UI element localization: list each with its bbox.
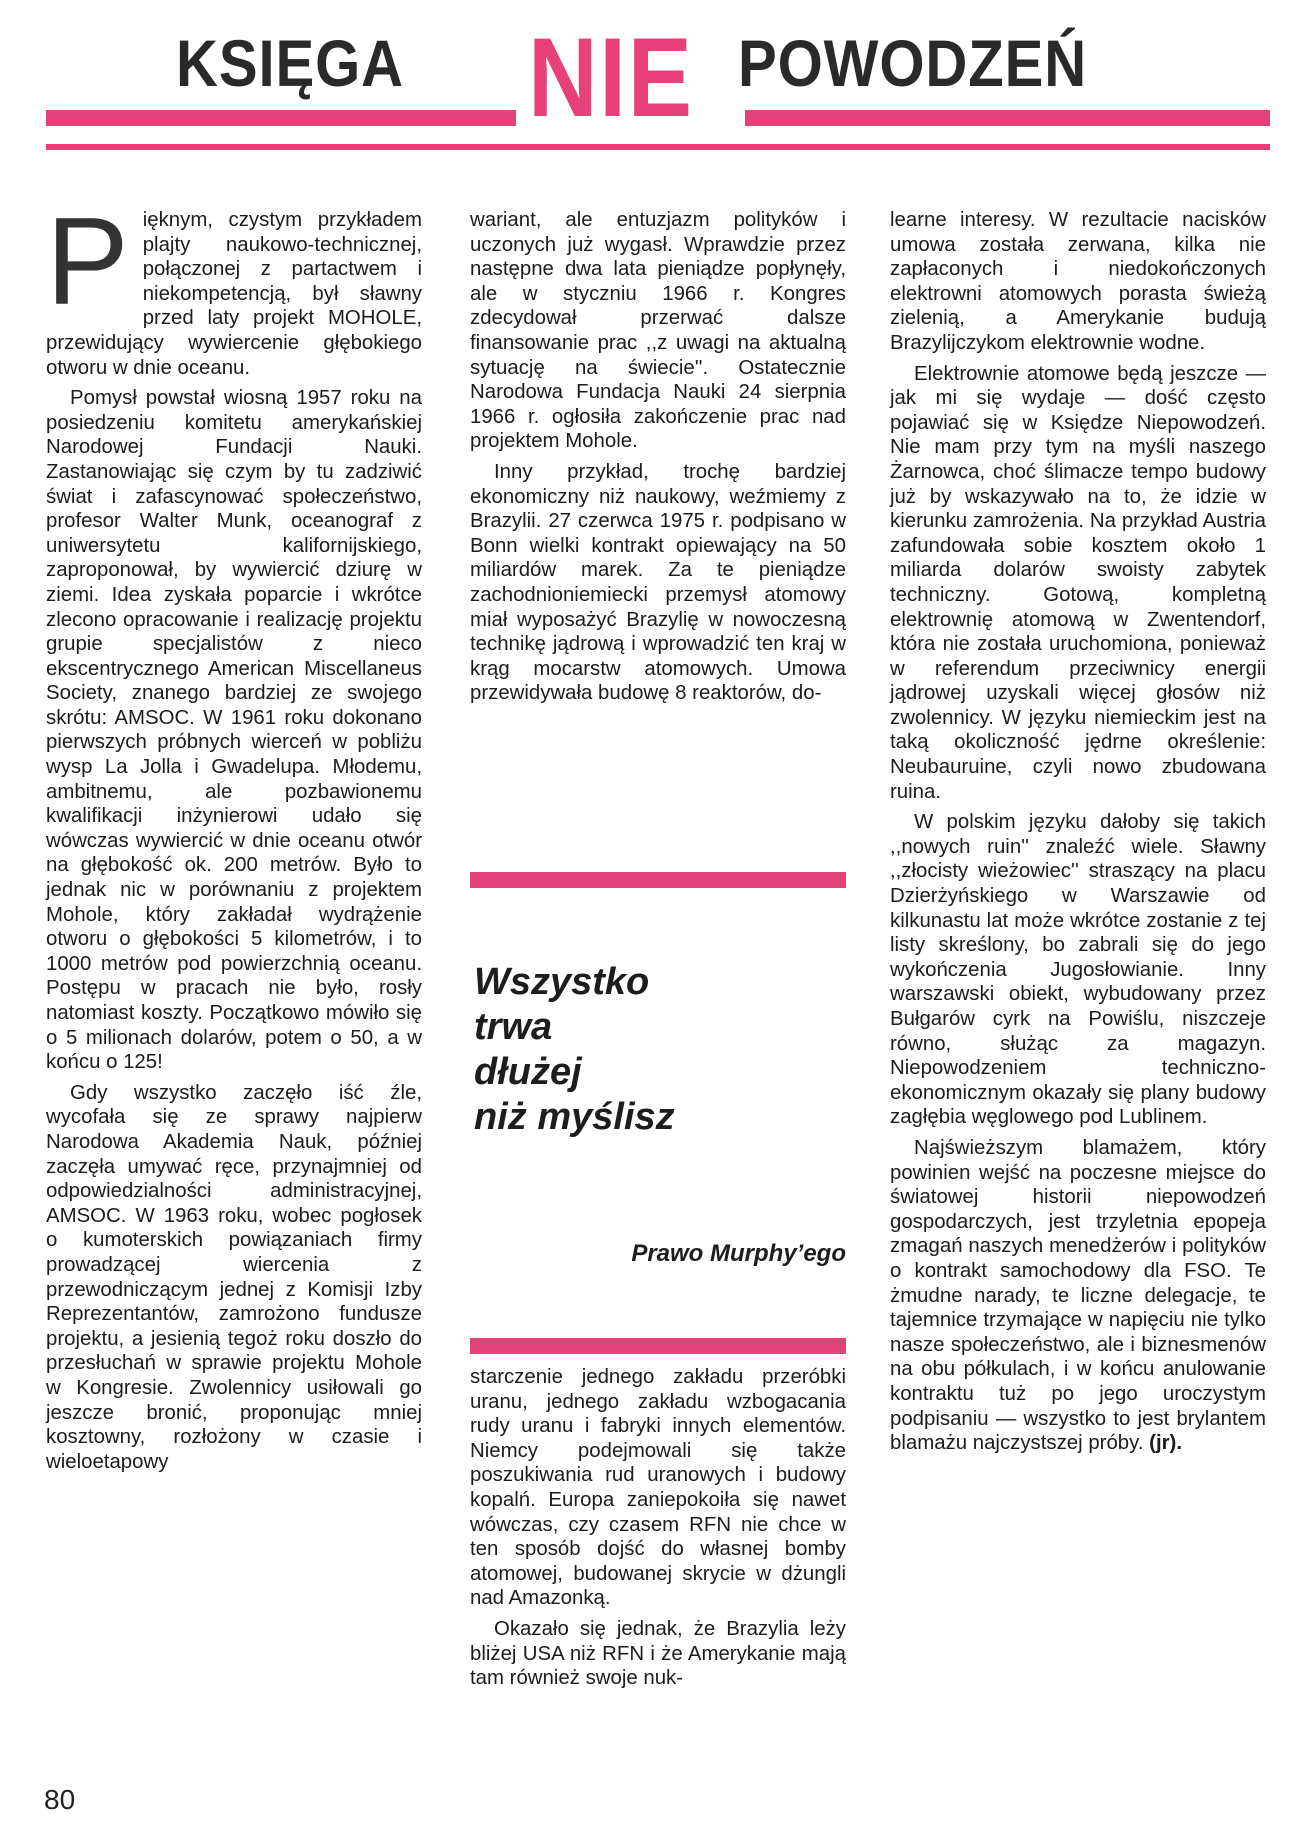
masthead-rule-right xyxy=(745,110,1270,126)
paragraph-text: Najświeższym blamażem, który powinien wejść na poczesne miejsce do światowej historii niepowodzeń gospodarczych, jest trzyletnia epopeja zmagań naszych menedżerów i polityków o kontrakt samochodowy dla FSO. Te żmudne narady, te liczne delegacje, te tajemnice trzymające w napięciu nie tylko nasze społeczeństwo, ale i biznesmenów na obu półkulach, i w końcu anulowanie kontraktu tuż po jego uroczystym podpisaniu — wszystko to jest brylantem blamażu najczystszej próby. xyxy=(890,1136,1266,1455)
article-paragraph xyxy=(46,193,422,380)
author-signature: (jr). xyxy=(1149,1432,1183,1455)
drop-cap: P xyxy=(46,193,129,331)
masthead-left-word: KSIĘGA xyxy=(176,26,404,100)
article-paragraph: wariant, ale entuzjazm polityków i uczonych już wygasł. Wprawdzie przez następne dwa lata pieniądze popłynęły, ale w styczniu 1966 r. Kongres zdecydował przerwać dalsze finansowanie prac ,,z uwagi na aktualną sytuację na świecie''. Ostatecznie Narodowa Fundacja Nauki 24 sierpnia 1966 r. ogłosiła zakończenie prac nad projektem Mohole. xyxy=(470,209,846,453)
article-column-2-continued xyxy=(470,1365,846,1697)
masthead-rule-left xyxy=(46,110,516,126)
article-paragraph: Inny przykład, trochę bardziej ekonomiczny niż naukowy, weźmiemy z Brazylii. 27 czerwca 1975 r. podpisano w Bonn wielki kontrakt opiewający na 50 miliardów marek. Za te pieniądze zachodnioniemiecki przemysł atomowy miał wyposażyć Brazylię w nowoczesną technikę jądrową i wprowadzić ten kraj w krąg mocarstw atomowych. Umowa przewidywała budowę 8 reaktorów, do- xyxy=(470,460,846,705)
masthead-center-word: NIE xyxy=(528,15,694,140)
paragraph-text: ięknym, czystym przykładem plajty naukowo-technicznej, połączonej z partactwem i niekompetencją, był sławny przed laty projekt MOHOLE, przewidujący wywiercenie głębokiego otworu w dnie oceanu. xyxy=(46,209,422,379)
pull-quote-line: niż myślisz xyxy=(474,1096,675,1138)
pull-quote-rule-bottom xyxy=(470,1338,846,1354)
pull-quote-text xyxy=(474,960,844,1140)
article-paragraph: Okazało się jednak, że Brazylia leży bliżej USA niż RFN i że Amerykanie mają tam również swoje nuk- xyxy=(470,1617,846,1690)
pull-quote-line: Wszystko xyxy=(474,961,650,1003)
article-paragraph xyxy=(890,1136,1266,1456)
article-paragraph: Gdy wszystko zaczęło iść źle, wycofała się ze sprawy najpierw Narodowa Akademia Nauk, później zaczęła umywać ręce, przynajmniej od odpowiedzialności administracyjnej, AMSOC. W 1963 roku, wobec pogłosek o kumoterskich powiązaniach firmy prowadzącej wiercenia z przewodniczącym jednej z Komisji Izby Reprezentantów, zamrożono fundusze projektu, a jesienią tegoż roku doszło do przesłuchań w sprawie projektu Mohole w Kongresie. Zwolennicy usiłowali go jeszcze bronić, proponując mniej kosztowny, rozłożony w czasie i wieloetapowy xyxy=(46,1081,422,1473)
pull-quote xyxy=(470,868,846,1348)
article-paragraph: Elektrownie atomowe będą jeszcze — jak mi się wydaje — dość często pojawiać się w Księdze Niepowodzeń. Nie mam przy tym na myśli naszego Żarnowca, choć ślimacze tempo budowy już by wskazywało na to, że idzie w kierunku zamrożenia. Na przykład Austria zafundowała sobie kosztem około 1 miliarda dolarów swoisty zabytek techniczny. Gotową, kompletną elektrownię atomową w Zwentendorf, która nie została uruchomiona, ponieważ w referendum przeciwnicy energii jądrowej uzyskali więcej głosów niż zwolennicy. W języku niemieckim jest na taką okoliczność jędrne określenie: Neubauruine, czyli nowo zbudowana ruina. xyxy=(890,362,1266,803)
masthead-right-word: POWODZEŃ xyxy=(738,26,1088,100)
masthead-rule-thin xyxy=(46,144,1270,150)
article-column-1 xyxy=(46,193,422,1480)
article-column-3 xyxy=(890,208,1266,1462)
article-paragraph: W polskim języku dałoby się takich ,,nowych ruin'' znaleźć wiele. Sławny ,,złocisty wieżowiec'' straszący na placu Dzierżyńskiego w Warszawie od kilkunastu lat może wkrótce zostanie z tej listy skreślony, bo zabrali się do jego wykończenia Jugosłowianie. Inny warszawski obiekt, wybudowany przez Bułgarów cyrk na Powiślu, niszczeje równo, służąc za magazyn. Niepowodzeniem techniczno-ekonomicznym okazały się plany budowy zagłębia węglowego pod Lublinem. xyxy=(890,811,1266,1129)
article-column-2 xyxy=(470,208,846,712)
pull-quote-line: dłużej xyxy=(474,1051,582,1093)
article-paragraph: starczenie jednego zakładu przeróbki uranu, jednego zakładu wzbogacania rudy uranu i fabryki innych elementów. Niemcy podejmowali się także poszukiwania rud uranowych i budowy kopalń. Europa zaniepokoiła się nawet wówczas, czy czasem RFN nie chce w ten sposób dojść do własnej bomby atomowej, budowanej skrycie w dżungli nad Amazonką. xyxy=(470,1366,846,1610)
pull-quote-rule-top xyxy=(470,872,846,888)
pull-quote-source: Prawo Murphy’ego xyxy=(631,1240,846,1267)
article-paragraph: learne interesy. W rezultacie nacisków umowa została zerwana, kilka nie zapłaconych i niedokończonych elektrowni atomowych porasta świeżą zielenią, a Amerykanie budują Brazylijczykom elektrownie wodne. xyxy=(890,209,1266,354)
masthead xyxy=(0,0,1300,160)
page-number: 80 xyxy=(44,1784,76,1815)
pull-quote-line: trwa xyxy=(474,1006,553,1048)
article-paragraph: Pomysł powstał wiosną 1957 roku na posiedzeniu komitetu amerykańskiej Narodowej Fundacji Nauki. Zastanowiając się czym by tu zadziwić świat i zafascynować społeczeństwo, profesor Walter Munk, oceanograf z uniwersytetu kalifornijskiego, zaproponował, by wywiercić dziurę w ziemi. Idea zyskała poparcie i wkrótce zlecono opracowanie i realizację projektu grupie specjalistów z nieco ekscentrycznego American Miscellaneus Society, znanego bardziej ze swojego skrótu: AMSOC. W 1961 roku dokonano pierwszych próbnych wierceń w pobliżu wysp La Jolla i Gwadelupa. Młodemu, ambitnemu, ale pozbawionemu kwalifikacji inżynierowi udało się wówczas wywiercić w dnie oceanu otwór na głębokość ok. 200 metrów. Było to jednak nic w porównaniu z projektem Mohole, który zakładał wydrążenie otworu o głębokości 5 kilometrów, i to 1000 metrów pod powierzchnią oceanu. Postępu w pracach nie było, rosły natomiast koszty. Początkowo mówiło się o 5 milionach dolarów, potem o 50, a w końcu o 125! xyxy=(46,387,422,1074)
